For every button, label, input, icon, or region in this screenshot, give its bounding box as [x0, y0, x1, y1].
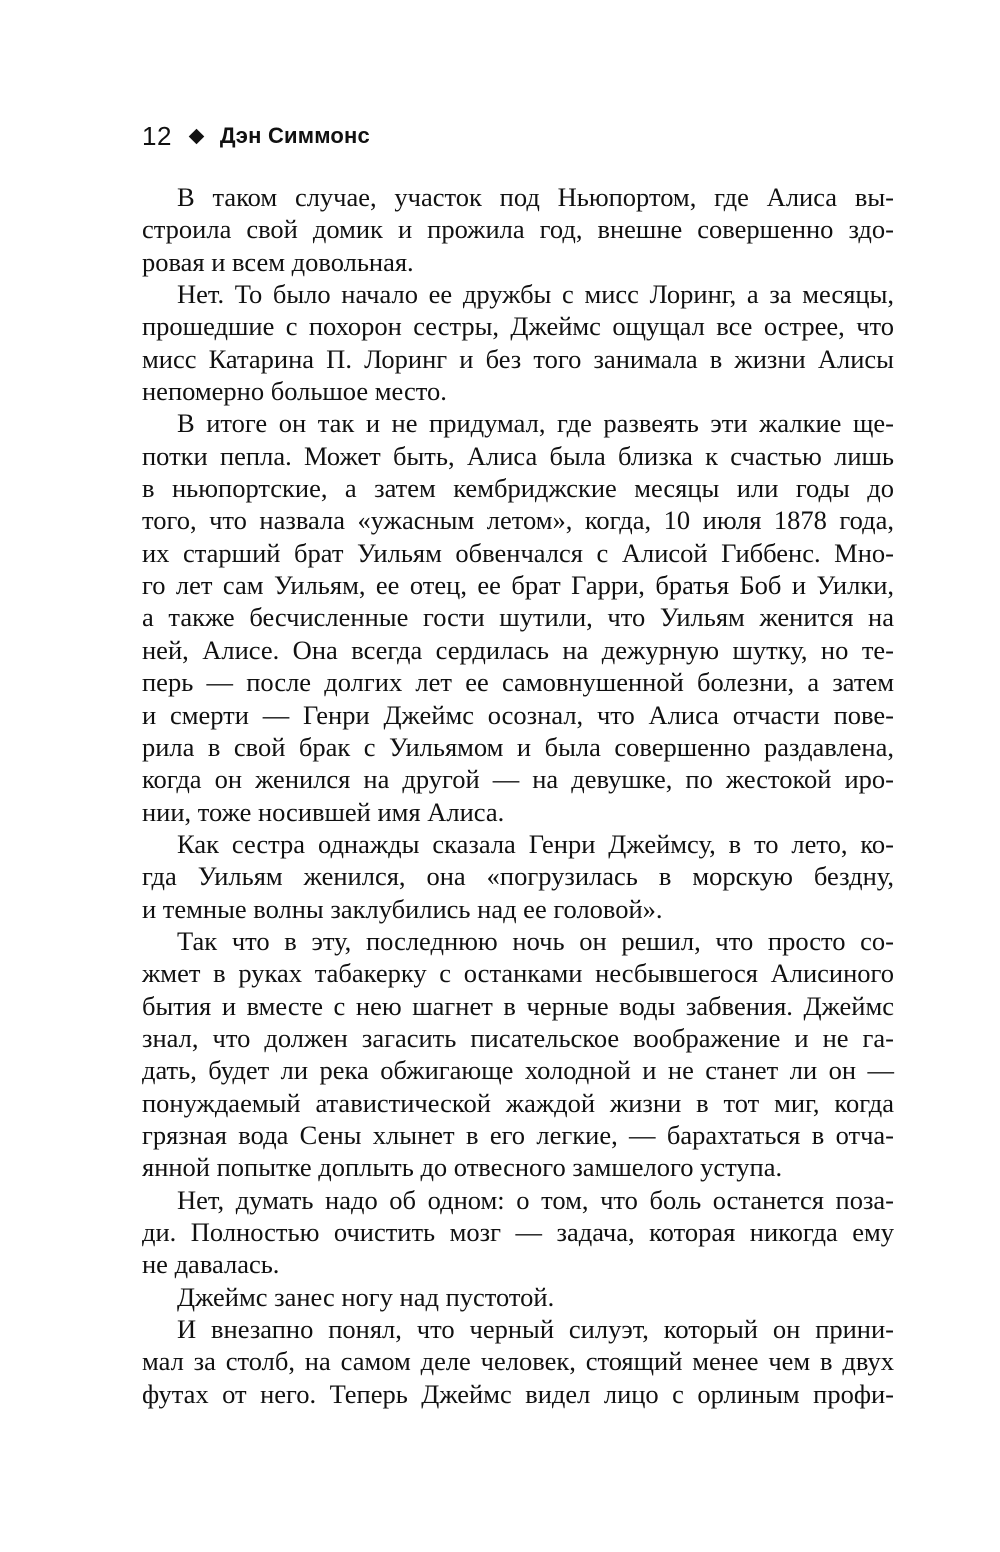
- text-line: в ньюпортские, а затем кембриджские месяцы или годы до: [142, 473, 894, 504]
- text-line: их старший брат Уильям обвенчался с Алисой Гиббенс. Мно-: [142, 537, 894, 568]
- text-line: потки пепла. Может быть, Алиса была близка к счастью лишь: [142, 440, 894, 471]
- text-line: ней, Алисе. Она всегда сердилась на дежурную шутку, но те-: [142, 634, 894, 665]
- text-line: Как сестра однажды сказала Генри Джеймсу, в то лето, ко-: [177, 828, 894, 859]
- text-line: того, что назвала «ужасным летом», когда, 10 июля 1878 года,: [142, 505, 894, 536]
- text-line: мисс Катарина П. Лоринг и без того занимала в жизни Алисы: [142, 343, 894, 374]
- text-line: янной попытке доплыть до отвесного замшелого уступа.: [142, 1152, 783, 1183]
- text-line: ровая и всем довольная.: [142, 246, 414, 277]
- text-line: рила в свой брак с Уильямом и была совершенно раздавлена,: [142, 731, 894, 762]
- text-line: гда Уильям женился, она «погрузилась в морскую бездну,: [142, 861, 894, 892]
- text-line: бытия и вместе с нею шагнет в черные воды забвения. Джеймс: [142, 990, 894, 1021]
- text-line: мал за столб, на самом деле человек, стоящий менее чем в двух: [142, 1346, 894, 1377]
- text-line: и темные волны заклубились над ее головой».: [142, 893, 663, 924]
- author-name: Дэн Симмонс: [219, 123, 370, 148]
- text-line: го лет сам Уильям, ее отец, ее брат Гарри, братья Боб и Уилки,: [142, 570, 894, 601]
- text-line: И внезапно понял, что черный силуэт, который он прини-: [177, 1314, 894, 1345]
- text-line: не давалась.: [142, 1249, 280, 1280]
- text-line: Джеймс занес ногу над пустотой.: [177, 1281, 555, 1312]
- text-line: понуждаемый атавистической жаждой жизни в тот миг, когда: [142, 1087, 894, 1118]
- text-line: перь — после долгих лет ее самовнушенной болезни, а затем: [142, 667, 894, 698]
- text-line: когда он женился на другой — на девушке, по жестокой иро-: [142, 764, 894, 795]
- text-line: грязная вода Сены хлынет в его легкие, — барахтаться в отча-: [142, 1119, 894, 1150]
- body-text: [142, 181, 894, 1410]
- running-header: [142, 116, 370, 156]
- page-number: 12: [142, 120, 172, 151]
- text-line: а также бесчисленные гости шутили, что Уильям женится на: [142, 602, 894, 633]
- text-line: жмет в руках табакерку с останками несбывшегося Алисиного: [142, 958, 894, 989]
- text-line: и смерти — Генри Джеймс осознал, что Алиса отчасти пове-: [142, 699, 894, 730]
- text-line: Нет, думать надо об одном: о том, что боль останется поза-: [177, 1184, 894, 1215]
- text-line: строила свой домик и прожила год, внешне совершенно здо-: [142, 214, 894, 245]
- text-line: Нет. То было начало ее дружбы с мисс Лоринг, а за месяцы,: [177, 279, 894, 310]
- text-line: Так что в эту, последнюю ночь он решил, что просто со-: [177, 925, 894, 956]
- text-line: футах от него. Теперь Джеймс видел лицо с орлиным профи-: [142, 1378, 894, 1409]
- text-line: нии, тоже носившей имя Алиса.: [142, 796, 505, 827]
- text-line: непомерно большое место.: [142, 376, 447, 407]
- text-line: прошедшие с похорон сестры, Джеймс ощущал все острее, что: [142, 311, 894, 342]
- text-line: ди. Полностью очистить мозг — задача, которая никогда ему: [142, 1217, 894, 1247]
- text-line: дать, будет ли река обжигающе холодной и не станет ли он —: [142, 1055, 894, 1086]
- text-line: знал, что должен загасить писательское воображение и не га-: [142, 1022, 894, 1053]
- text-line: В итоге он так и не придумал, где развеять эти жалкие ще-: [177, 408, 894, 439]
- text-line: В таком случае, участок под Ньюпортом, где Алиса вы-: [177, 182, 894, 212]
- diamond-ornament-icon: [189, 128, 205, 144]
